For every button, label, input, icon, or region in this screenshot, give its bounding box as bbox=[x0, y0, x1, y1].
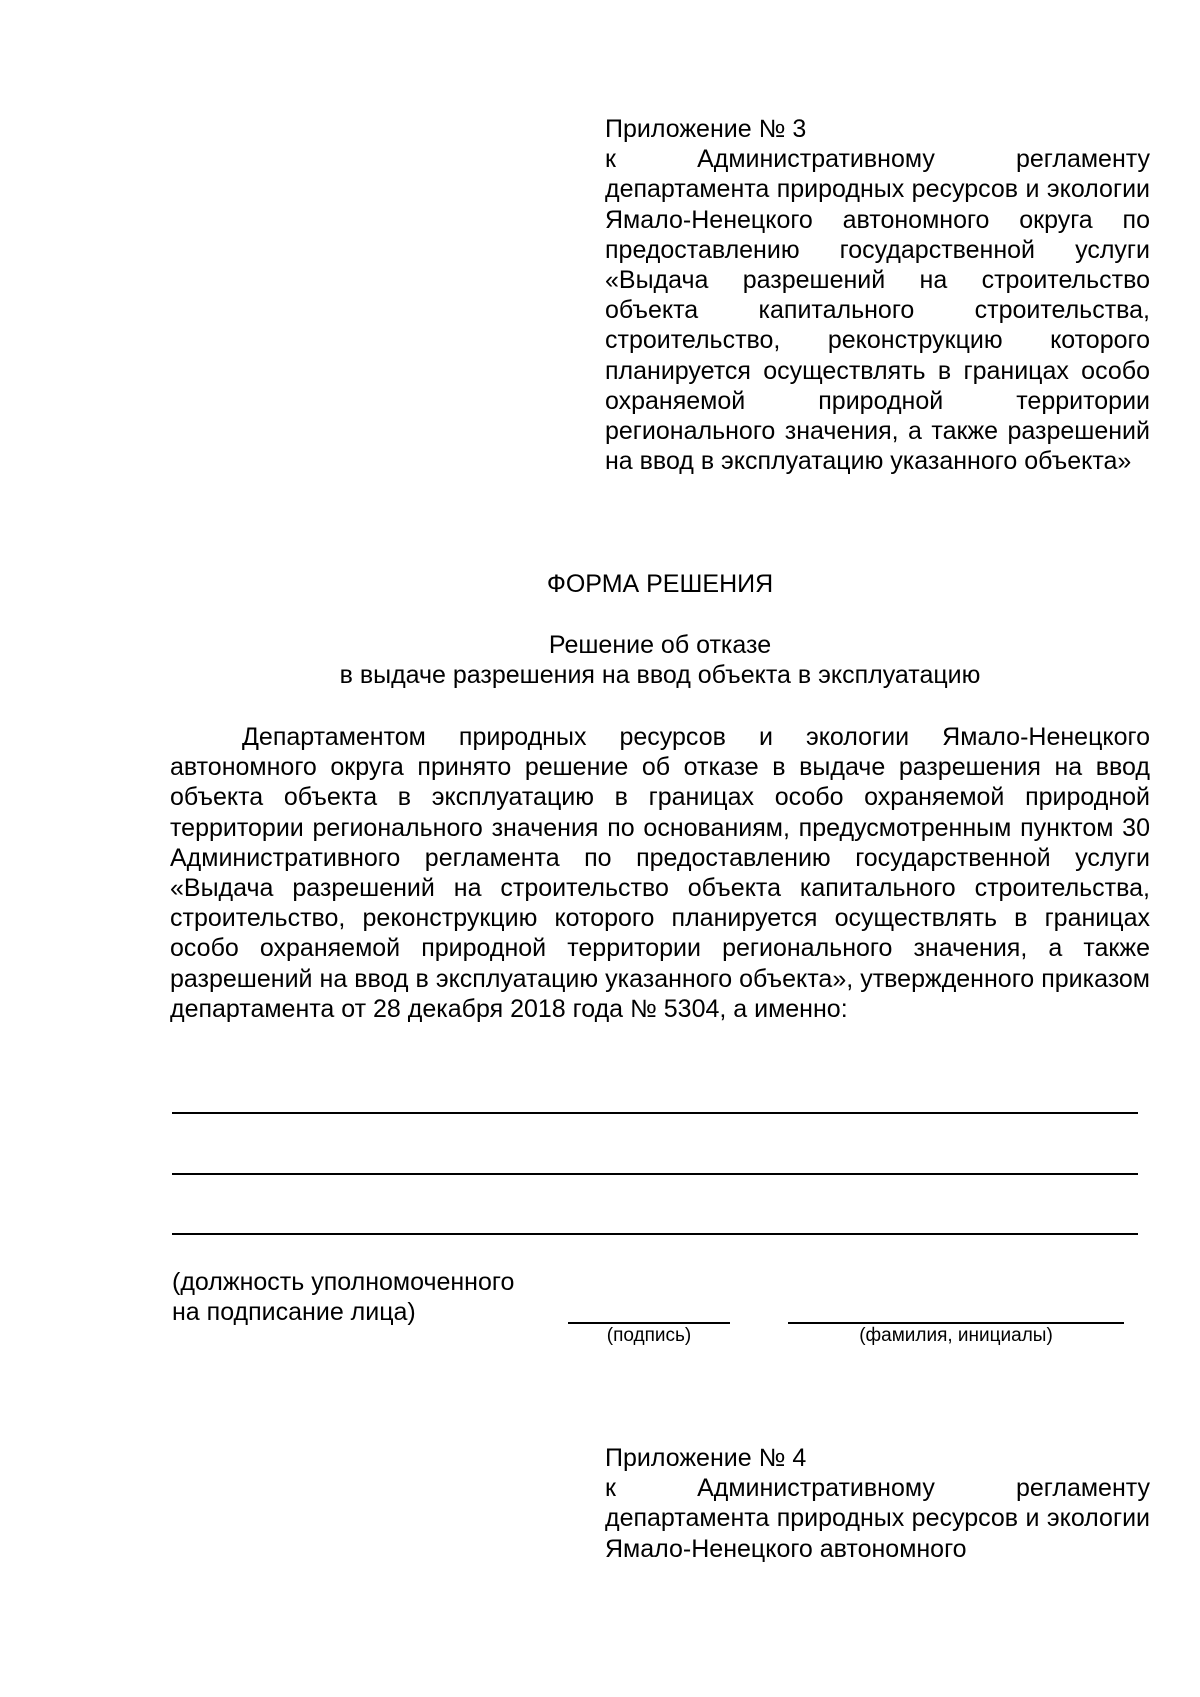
appendix-4-title: Приложение № 4 bbox=[605, 1444, 807, 1472]
reason-fill-line-3 bbox=[172, 1233, 1138, 1235]
appendix-4-header bbox=[605, 1443, 1150, 1564]
name-line bbox=[788, 1322, 1124, 1324]
signatory-position-line-2: на подписание лица) bbox=[172, 1298, 416, 1327]
decision-title-line-1: Решение об отказе bbox=[548, 631, 772, 659]
reason-fill-line-2 bbox=[172, 1173, 1138, 1175]
appendix-3-title: Приложение № 3 bbox=[605, 115, 807, 143]
signature-caption: (подпись) bbox=[606, 1325, 692, 1346]
signatory-position bbox=[172, 1267, 572, 1327]
appendix-3-header bbox=[605, 114, 1150, 476]
decision-title bbox=[170, 630, 1150, 690]
appendix-3-body: к Административному регламенту департамента природных ресурсов и экологии Ямало-Ненецкого автономного округа по предоставлению государственной услуги «Выдача разрешений на строительство объекта капитального строительства, строительство, реконструкцию которого планируется осуществлять в границах особо охраняемой природной территории регионального значения, а также разрешений на ввод в эксплуатацию указанного объекта» bbox=[605, 145, 1150, 476]
signature-line bbox=[568, 1322, 730, 1324]
form-title: ФОРМА РЕШЕНИЯ bbox=[546, 570, 774, 598]
decision-title-line-2: в выдаче разрешения на ввод объекта в эксплуатацию bbox=[339, 661, 981, 690]
name-caption: (фамилия, инициалы) bbox=[859, 1325, 1053, 1346]
signatory-position-line-1: (должность уполномоченного bbox=[172, 1268, 515, 1296]
decision-main-text bbox=[170, 722, 1150, 1024]
reason-fill-line-1 bbox=[172, 1112, 1138, 1114]
decision-paragraph: Департаментом природных ресурсов и экологии Ямало-Ненецкого автономного округа принято решение об отказе в выдаче разрешения на ввод объекта объекта в эксплуатацию в границах особо охраняемой природной территории регионального значения по основаниям, предусмотренным пунктом 30 Административного регламента по предоставлению государственной услуги «Выдача разрешений на строительство объекта капитального строительства, строительство, реконструкцию которого планируется осуществлять в границах особо охраняемой природной территории регионального значения, а также разрешений на ввод в эксплуатацию указанного объекта», утвержденного приказом департамента от 28 декабря 2018 года № 5304, а именно: bbox=[170, 723, 1150, 1023]
appendix-4-body: к Административному регламенту департамента природных ресурсов и экологии Ямало-Ненецкого автономного bbox=[605, 1474, 1150, 1563]
